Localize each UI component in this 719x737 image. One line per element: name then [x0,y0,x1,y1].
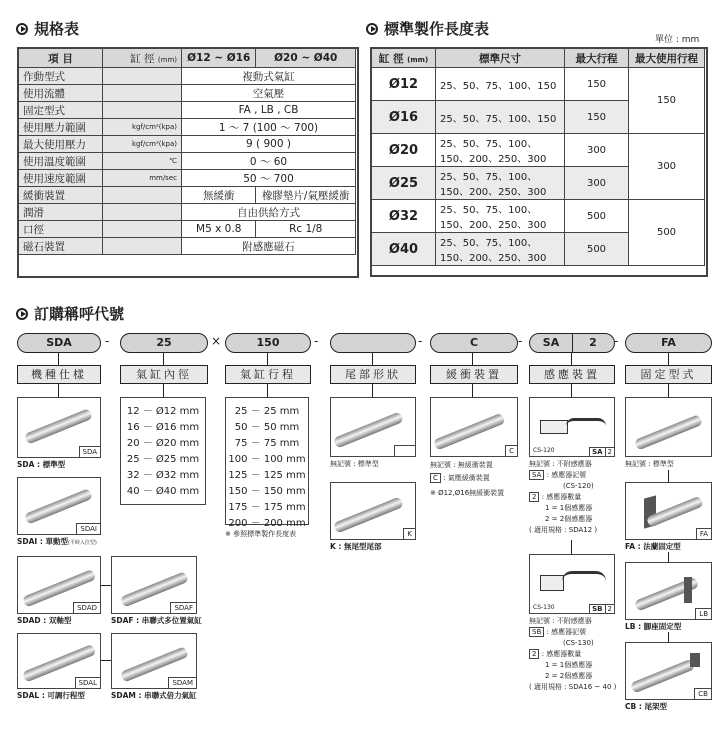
play-circle-icon [16,308,28,320]
table-row: 磁石裝置 附感應磁石 [19,238,356,255]
model-sdal-caption: SDAL : 可調行程型 [17,691,85,700]
tail-standard-caption: 無記號 : 標準型 [330,460,379,468]
cylinder-icon [634,414,703,450]
header-col1: Ø12 ~ Ø16 [182,49,256,68]
clevis-icon [690,653,700,667]
model-sdam-caption: SDAM : 串聯式倍力氣缸 [111,691,197,700]
cylinder-icon [24,408,93,444]
model-sda-image: SDA [17,397,101,458]
table-row: 固定型式 FA , LB , CB [19,102,356,119]
table-row: 使用流體 空氣壓 [19,85,356,102]
model-sdad-caption: SDAD : 双軸型 [17,616,72,625]
header-bore: 缸 徑 (mm) [103,49,182,68]
category-mount: 固定型式 [625,365,712,384]
mount-standard-caption: 無記號 : 標準型 [625,460,674,468]
stroke-header [372,49,705,68]
cylinder-icon [630,659,695,694]
spec-header [19,49,356,68]
category-cushion: 緩衝裝置 [430,365,518,384]
table-row: 緩衝裝置 無緩衝 橡膠墊片/氣壓緩衝 [19,187,356,204]
model-sdai-image: SDAI [17,477,101,535]
cylinder-icon [24,488,93,524]
code-pill-tail [330,333,416,353]
table-row: Ø32 25、50、75、100、150、200、250、300 500 500 [372,200,705,233]
model-sdal-image: SDAL [17,633,101,689]
play-circle-icon [16,23,28,35]
cushion-image: C [430,397,518,457]
category-bore: 氣缸內徑 [120,365,208,384]
play-circle-icon [366,23,378,35]
table-row: 使用溫度範圍 ℃ 0 ～ 60 [19,153,356,170]
code-pill-bore: 25 [120,333,208,353]
tail-standard-image [330,397,416,457]
category-model: 機種仕樣 [17,365,101,384]
model-sdad-image: SDAD [17,556,101,614]
table-row: 潤滑 自由供給方式 [19,204,356,221]
mount-lb-caption: LB : 腳座固定型 [625,622,682,631]
code-pill-stroke: 150 [225,333,311,353]
header-max: 最大行程 [565,49,629,68]
mount-lb-image: LB [625,562,712,620]
stroke-table [371,48,705,266]
cable-icon [562,571,606,584]
cylinder-icon [333,496,404,533]
header-std: 標準尺寸 [436,49,565,68]
code-pill-cushion: C [430,333,518,353]
table-row: 使用速度範圍 mm/sec 50 ～ 700 [19,170,356,187]
category-tail: 尾部形狀 [330,365,416,384]
header-bore: 缸 徑 (mm) [372,49,436,68]
model-sdaf-image: SDAF [111,556,197,614]
code-pill-sensor: SA 2 [529,333,615,353]
cylinder-icon [433,413,506,451]
stroke-note: ※ 參照標準製作長度表 [225,530,297,538]
tail-k-image: K [330,482,416,540]
table-row: 最大使用壓力 kgf/cm²(kpa) 9 ( 900 ) [19,136,356,153]
table-row: Ø12 25、50、75、100、150 150 150 [372,68,705,101]
header-item: 項 目 [19,49,103,68]
mount-cb-caption: CB : 尾架型 [625,702,667,711]
bore-list: 12 － Ø12 mm 16 － Ø16 mm 20 － Ø20 mm 25 － Ø25 mm 32 － Ø32 mm 40 － Ø40 mm [120,397,206,505]
cable-icon [566,418,606,429]
cushion-caption-1: 無記號 : 無緩衝裝置 [430,461,493,469]
category-stroke: 氣缸行程 [225,365,311,384]
unit-label: 單位 : mm [655,35,700,45]
sensor-cs120-legend: 無記號 : 不附感應器 SA : 感應器記號 (CS-120) 2 : 感應器數量 1 = 1個感應器 2 = 2個感應器 ( 適用規格 : SDA12 ) [529,460,598,534]
table-row: 使用壓力範圍 kgf/cm²(kpa) 1 ～ 7 (100 ～ 700) [19,119,356,136]
sensor-icon [540,420,568,434]
cushion-caption-2: C : 氣壓緩衝裝置 [430,473,490,483]
mount-cb-image: CB [625,642,712,700]
model-sda-caption: SDA : 標準型 [17,460,66,469]
model-sdam-image: SDAM [111,633,197,689]
table-row: Ø25 25、50、75、100、150、200、250、300 300 [372,167,705,200]
mount-fa-caption: FA : 法蘭固定型 [625,542,681,551]
table-row: 口徑 M5 x 0.8 Rc 1/8 [19,221,356,238]
cushion-note: ※ Ø12,Ø16無緩衝裝置 [430,489,505,497]
cylinder-icon [333,411,404,448]
stroke-list: 25 － 25 mm 50 － 50 mm 75 － 75 mm 100 － 100 mm 125 － 125 mm 150 － 150 mm 175 － 175 mm 200 － 200 mm [225,397,309,525]
category-sensor: 感應裝置 [529,365,615,384]
sensor-icon [540,575,564,591]
header-maxuse: 最大使用行程 [629,49,705,68]
table-row: Ø40 25、50、75、100、150、200、250、300 500 [372,233,705,266]
header-col2: Ø20 ~ Ø40 [256,49,356,68]
stroke-title: 標準製作長度表 [366,18,489,39]
foot-icon [684,577,692,603]
sensor-cs130-legend: 無記號 : 不附感應器 SB : 感應器記號 (CS-130) 2 : 感應器數量 1 = 1個感應器 2 = 2個感應器 ( 適用規格 : SDA16 ~ 40 ) [529,617,617,691]
model-sdaf-caption: SDAF : 串聯式多位置氣缸 [111,616,202,625]
code-pill-model: SDA [17,333,101,353]
code-pill-mount: FA [625,333,712,353]
sensor-cs130-image: CS-130 SB 2 [529,554,615,614]
mount-fa-image: FA [625,482,712,540]
spec-table [18,48,356,255]
mount-standard-image [625,397,712,457]
model-sdai-caption: SDAI : 單動型(平時入位型) [17,537,97,546]
sensor-cs120-image: CS-120 SA 2 [529,397,615,457]
table-row: Ø16 25、50、75、100、150 150 [372,101,705,134]
order-title: 訂購稱呼代號 [16,303,124,324]
spec-title: 規格表 [16,18,79,39]
table-row: Ø20 25、50、75、100、150、200、250、300 300 300 [372,134,705,167]
table-row: 作動型式 複動式氣缸 [19,68,356,85]
tail-k-caption: K : 無尾型尾部 [330,542,382,551]
